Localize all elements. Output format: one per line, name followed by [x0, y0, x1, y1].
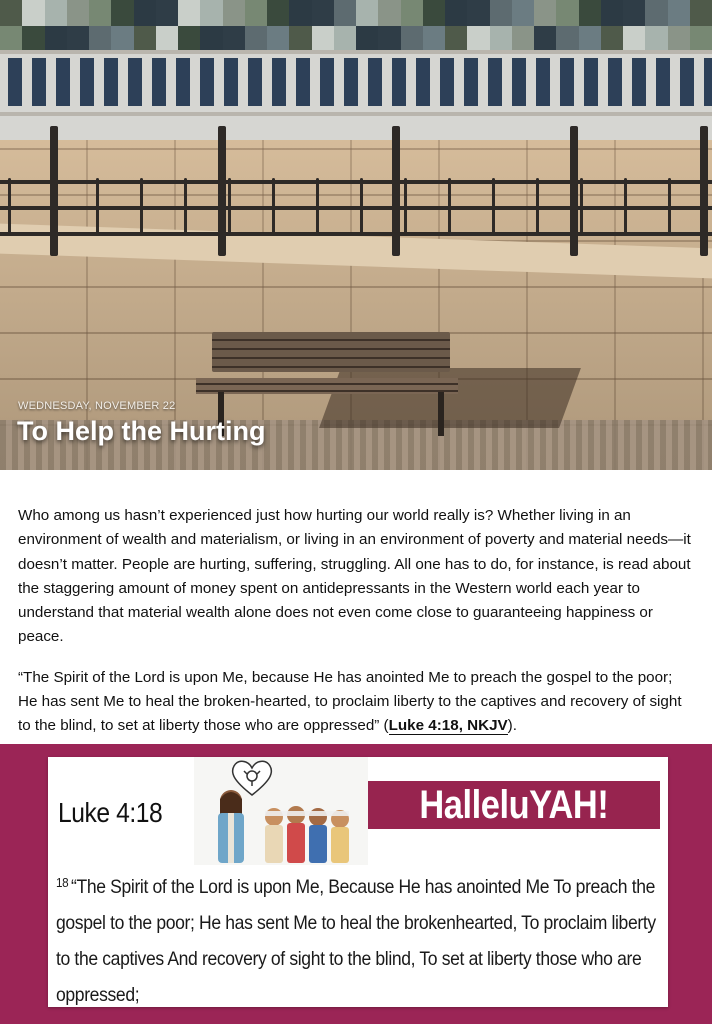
bench-shadow	[319, 368, 581, 428]
scripture-reference-link[interactable]: Luke 4:18, NKJV	[388, 717, 508, 735]
quote-text: “The Spirit of the Lord is upon Me, because He has anointed Me to preach the gospel to the poor; He has sent Me to heal the broken-hearted, to proclaim liberty to the captives and recovery of sight to the blind, to set at liberty those who are oppressed” (	[18, 668, 682, 735]
bench-leg	[438, 392, 444, 436]
verse-body: “The Spirit of the Lord is upon Me, Because He has anointed Me To preach the gospel to the poor; He has sent Me to heal the brokenhearted, To proclaim liberty to the captives And recovery of sight to the blind, To set at liberty those who are oppressed;	[56, 876, 656, 1006]
article-body	[18, 504, 694, 755]
children-group-icon	[260, 803, 360, 865]
card-reference: Luke 4:18	[58, 797, 163, 828]
hero-image	[0, 0, 712, 470]
jesus-figure-icon	[210, 787, 252, 865]
clipart-illustration	[194, 757, 368, 865]
scripture-graphic	[0, 744, 712, 1024]
building-facade	[0, 50, 712, 142]
post-title[interactable]: To Help the Hurting	[17, 416, 266, 446]
halleluyah-banner	[368, 781, 660, 829]
quote-end: ).	[507, 717, 517, 735]
article-quote	[18, 666, 694, 739]
verse-text	[56, 865, 672, 1013]
verse-number: 18	[56, 875, 69, 890]
article-paragraph: Who among us hasn’t experienced just how hurting our world really is? Whether living in an environment of wealth and materialism, or living in an environment of poverty and material needs—it doesn’t matter. People are hurting, suffering, struggling. All one has to do, for instance, is read about the staggering amount of money spent on antidepressants in the Western world each year to understand that material wealth alone does not even come close to guaranteeing happiness or peace.	[18, 507, 691, 646]
banner-text: HalleluYAH!	[419, 782, 609, 827]
pixelated-sky	[0, 0, 712, 52]
bench-back	[212, 332, 450, 372]
bench-seat	[196, 378, 458, 394]
scripture-card	[48, 757, 668, 1007]
post-date: WEDNESDAY, NOVEMBER 22	[18, 400, 176, 412]
